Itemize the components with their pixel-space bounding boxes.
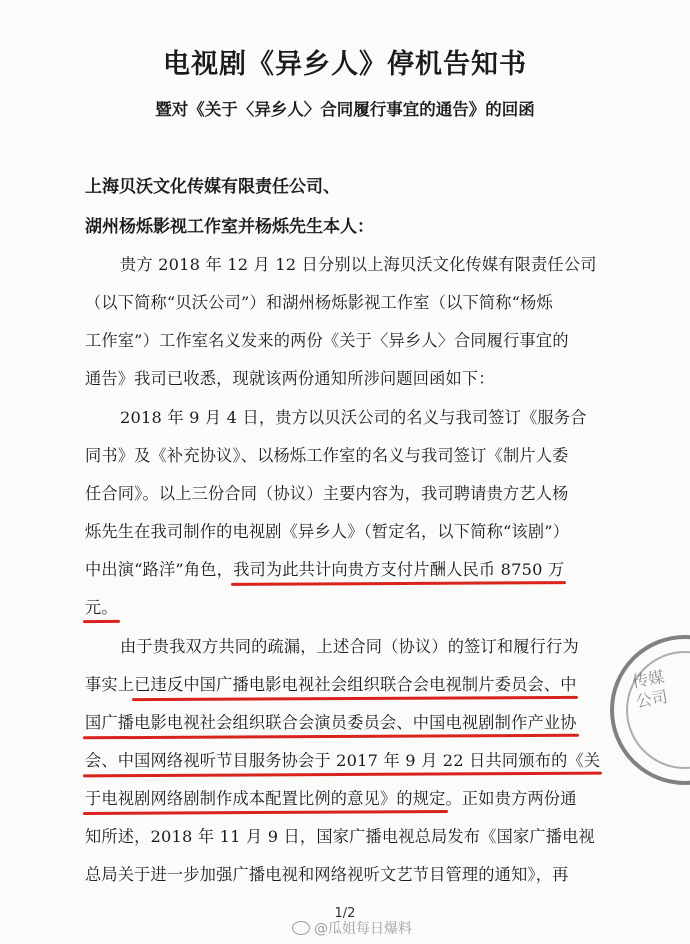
paragraph-line: 通告》我司已收悉，现就该两份通知所涉问题回函如下： bbox=[85, 369, 495, 388]
watermark bbox=[292, 918, 412, 938]
highlighted-text: 已违反中国广播电影电视社会组织联合会电视制片委员会、中 bbox=[134, 675, 577, 694]
paragraph-line: 由于贵我双方共同的疏漏，上述合同（协议）的签订和履行行为 bbox=[120, 637, 579, 656]
paragraph-line bbox=[85, 747, 605, 771]
text-segment: 中出演“路洋”角色， bbox=[85, 560, 234, 579]
highlighted-text: 会、中国网络视听节目服务协会于 2017 年 9 月 22 日共同颁布的《关 bbox=[85, 751, 601, 770]
highlighted-text: 国广播电影电视社会组织联合会演员委员会、中国电视剧制作产业协 bbox=[85, 713, 577, 732]
paragraph-line: 贵方 2018 年 12 月 12 日分别以上海贝沃文化传媒有限责任公司 bbox=[120, 255, 597, 274]
stamp-text: 传媒公司 bbox=[630, 667, 670, 712]
paragraph-line: 任合同》。以上三份合同（协议）主要内容为，我司聘请贵方艺人杨 bbox=[85, 484, 569, 503]
paragraph-line: 工作室”）工作室名义发来的两份《关于〈异乡人〉合同履行事宜的 bbox=[85, 331, 569, 350]
page-number: 1/2 bbox=[334, 906, 356, 921]
paragraph-line bbox=[85, 594, 605, 618]
text-segment: 。正如贵方两份通 bbox=[445, 789, 577, 808]
paragraph-line: 2018 年 9 月 4 日，贵方以贝沃公司的名义与我司签订《服务合 bbox=[120, 408, 587, 427]
watermark-text: @瓜姐每日爆料 bbox=[314, 921, 412, 937]
page-title: 电视剧《异乡人》停机告知书 bbox=[163, 49, 527, 80]
paragraph-line: 烁先生在我司制作的电视剧《异乡人》（暂定名，以下简称“该剧”） bbox=[85, 522, 570, 541]
highlighted-text: 于电视剧网络剧制作成本配置比例的意见》的规定 bbox=[85, 789, 446, 808]
paragraph-line bbox=[85, 709, 605, 733]
paragraph-line: （以下简称“贝沃公司”）和湖州杨烁影视工作室（以下简称“杨烁 bbox=[85, 293, 553, 312]
paragraph-line bbox=[85, 671, 605, 695]
highlighted-text: 元。 bbox=[85, 598, 118, 617]
company-seal-stamp bbox=[610, 635, 690, 785]
addressee-line-2: 湖州杨烁影视工作室并杨烁先生本人： bbox=[85, 217, 374, 237]
addressee-line-1: 上海贝沃文化传媒有限责任公司、 bbox=[85, 177, 340, 197]
paragraph-line: 总局关于进一步加强广播电视和网络视听文艺节目管理的通知》，再 bbox=[85, 865, 569, 884]
weibo-icon bbox=[292, 921, 310, 935]
highlighted-text: 我司为此共计向贵方支付片酬人民币 8750 万 bbox=[233, 560, 565, 579]
paragraph-line: 知所述，2018 年 11 月 9 日，国家广播电视总局发布《国家广播电视 bbox=[85, 827, 595, 846]
paragraph-line bbox=[85, 556, 605, 580]
paragraph-line: 同书》及《补充协议》、以杨烁工作室的名义与我司签订《制片人委 bbox=[85, 446, 569, 465]
page-subtitle: 暨对《关于〈异乡人〉合同履行事宜的通告》的回函 bbox=[155, 100, 535, 119]
paragraph-line bbox=[85, 785, 605, 809]
text-segment: 事实上 bbox=[85, 675, 135, 694]
